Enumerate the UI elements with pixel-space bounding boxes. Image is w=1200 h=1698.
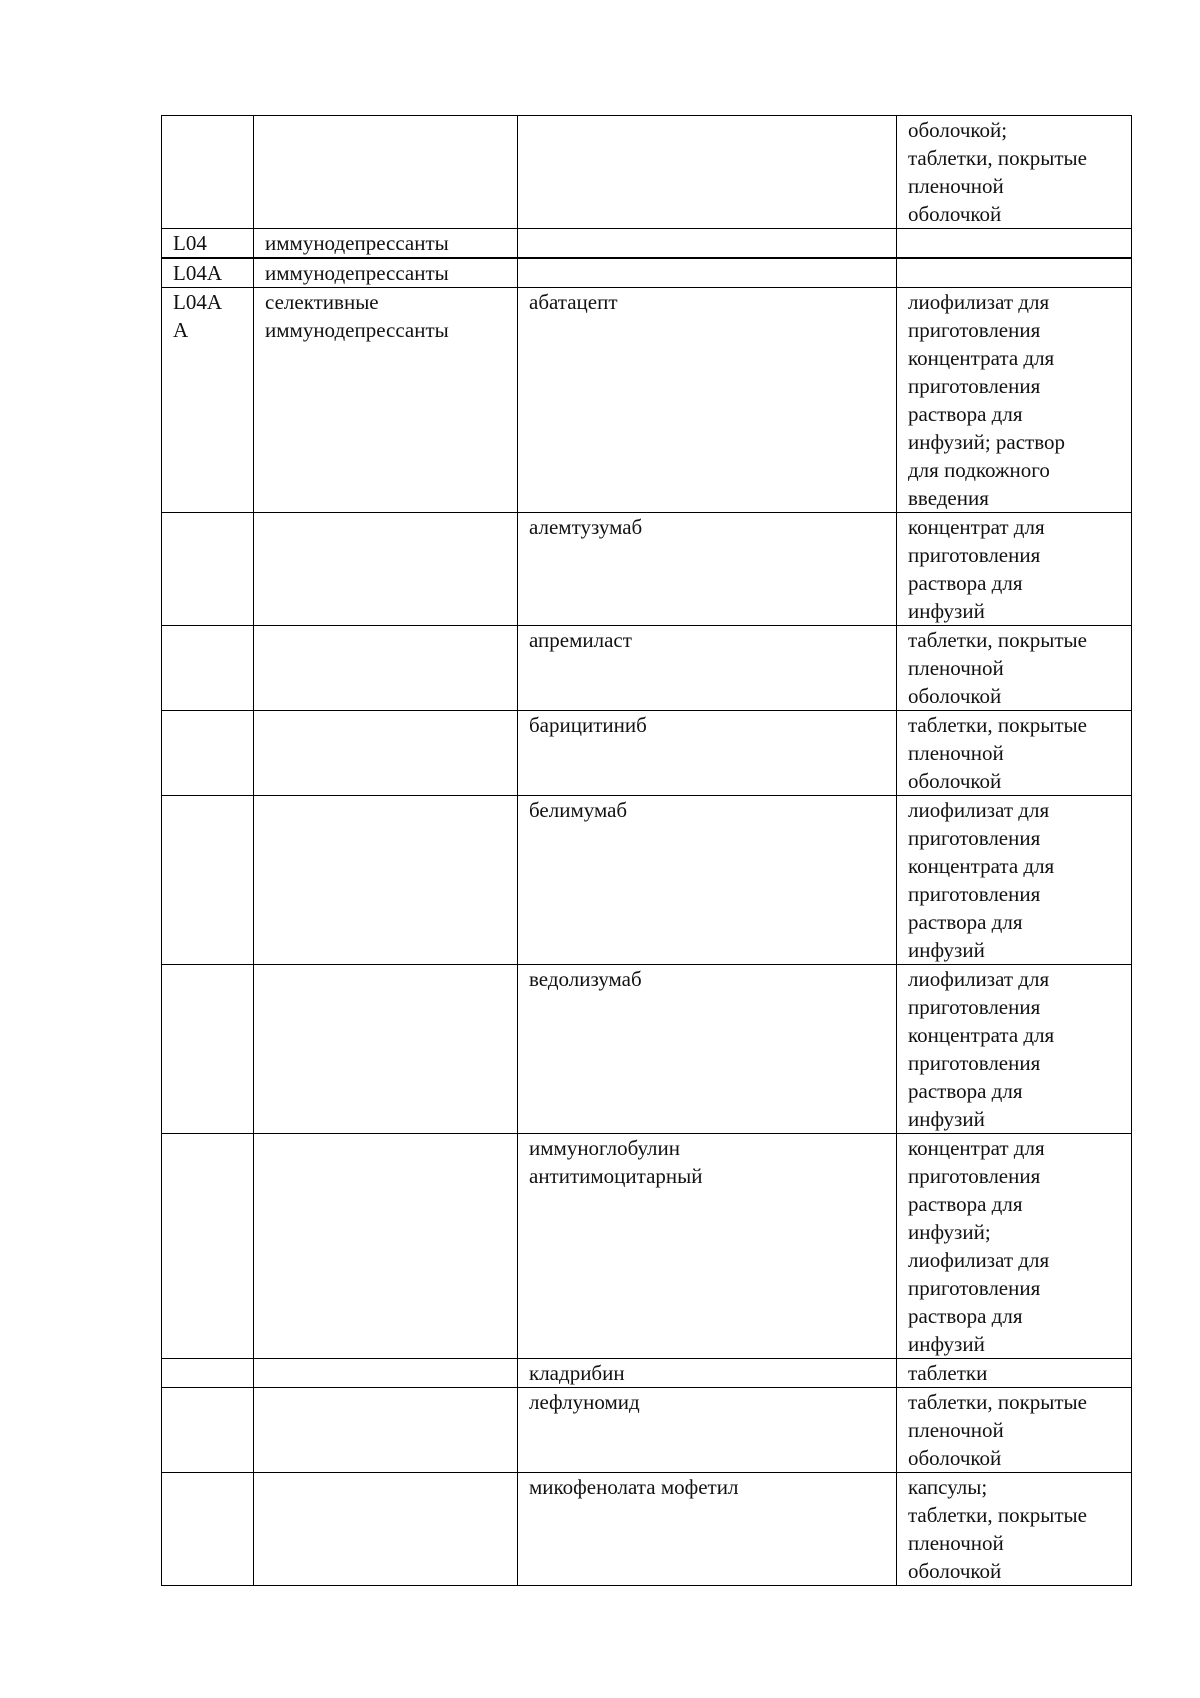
atc-code-cell bbox=[162, 796, 254, 965]
dosage-form-cell: оболочкой; таблетки, покрытые пленочной оболочкой bbox=[897, 116, 1132, 229]
atc-group-cell: иммунодепрессанты bbox=[254, 258, 518, 288]
atc-code-cell bbox=[162, 1388, 254, 1473]
atc-group-cell bbox=[254, 626, 518, 711]
drug-name-cell: абатацепт bbox=[518, 288, 897, 513]
atc-group-cell bbox=[254, 1359, 518, 1388]
atc-group-cell bbox=[254, 116, 518, 229]
atc-code-cell bbox=[162, 116, 254, 229]
atc-group-cell bbox=[254, 796, 518, 965]
drug-name-cell bbox=[518, 229, 897, 259]
drug-table bbox=[161, 115, 1132, 1586]
dosage-form-cell: капсулы; таблетки, покрытые пленочной оболочкой bbox=[897, 1473, 1132, 1586]
dosage-form-cell: концентрат для приготовления раствора для инфузий bbox=[897, 513, 1132, 626]
drug-name-cell: барицитиниб bbox=[518, 711, 897, 796]
table-row bbox=[162, 513, 1132, 626]
atc-group-cell bbox=[254, 1473, 518, 1586]
dosage-form-cell: лиофилизат для приготовления концентрата для приготовления раствора для инфузий; раствор для подкожного введения bbox=[897, 288, 1132, 513]
atc-group-cell: иммунодепрессанты bbox=[254, 229, 518, 259]
atc-group-cell bbox=[254, 965, 518, 1134]
table-row bbox=[162, 711, 1132, 796]
drug-name-cell: иммуноглобулин антитимоцитарный bbox=[518, 1134, 897, 1359]
atc-group-cell: селективные иммунодепрессанты bbox=[254, 288, 518, 513]
table-row bbox=[162, 288, 1132, 513]
dosage-form-cell: таблетки bbox=[897, 1359, 1132, 1388]
dosage-form-cell: лиофилизат для приготовления концентрата для приготовления раствора для инфузий bbox=[897, 965, 1132, 1134]
dosage-form-cell: таблетки, покрытые пленочной оболочкой bbox=[897, 711, 1132, 796]
drug-name-cell: кладрибин bbox=[518, 1359, 897, 1388]
table-row bbox=[162, 1134, 1132, 1359]
atc-group-cell bbox=[254, 1134, 518, 1359]
dosage-form-cell: таблетки, покрытые пленочной оболочкой bbox=[897, 1388, 1132, 1473]
atc-code-cell: L04A bbox=[162, 258, 254, 288]
dosage-form-cell bbox=[897, 258, 1132, 288]
table-row bbox=[162, 965, 1132, 1134]
drug-name-cell: белимумаб bbox=[518, 796, 897, 965]
drug-name-cell bbox=[518, 258, 897, 288]
table-row bbox=[162, 796, 1132, 965]
atc-code-cell bbox=[162, 711, 254, 796]
table-row bbox=[162, 258, 1132, 288]
drug-name-cell: апремиласт bbox=[518, 626, 897, 711]
dosage-form-cell: таблетки, покрытые пленочной оболочкой bbox=[897, 626, 1132, 711]
atc-group-cell bbox=[254, 513, 518, 626]
drug-name-cell: алемтузумаб bbox=[518, 513, 897, 626]
atc-code-cell: L04A A bbox=[162, 288, 254, 513]
atc-code-cell bbox=[162, 626, 254, 711]
atc-code-cell: L04 bbox=[162, 229, 254, 259]
atc-code-cell bbox=[162, 965, 254, 1134]
table-row bbox=[162, 1388, 1132, 1473]
drug-name-cell: микофенолата мофетил bbox=[518, 1473, 897, 1586]
dosage-form-cell: лиофилизат для приготовления концентрата для приготовления раствора для инфузий bbox=[897, 796, 1132, 965]
atc-group-cell bbox=[254, 711, 518, 796]
drug-name-cell: лефлуномид bbox=[518, 1388, 897, 1473]
atc-code-cell bbox=[162, 513, 254, 626]
dosage-form-cell bbox=[897, 229, 1132, 259]
atc-code-cell bbox=[162, 1473, 254, 1586]
table-row bbox=[162, 229, 1132, 259]
atc-code-cell bbox=[162, 1359, 254, 1388]
table-row bbox=[162, 116, 1132, 229]
drug-name-cell bbox=[518, 116, 897, 229]
table-row bbox=[162, 1473, 1132, 1586]
atc-group-cell bbox=[254, 1388, 518, 1473]
atc-code-cell bbox=[162, 1134, 254, 1359]
dosage-form-cell: концентрат для приготовления раствора для инфузий; лиофилизат для приготовления раствора для инфузий bbox=[897, 1134, 1132, 1359]
table-row bbox=[162, 626, 1132, 711]
table-row bbox=[162, 1359, 1132, 1388]
drug-name-cell: ведолизумаб bbox=[518, 965, 897, 1134]
